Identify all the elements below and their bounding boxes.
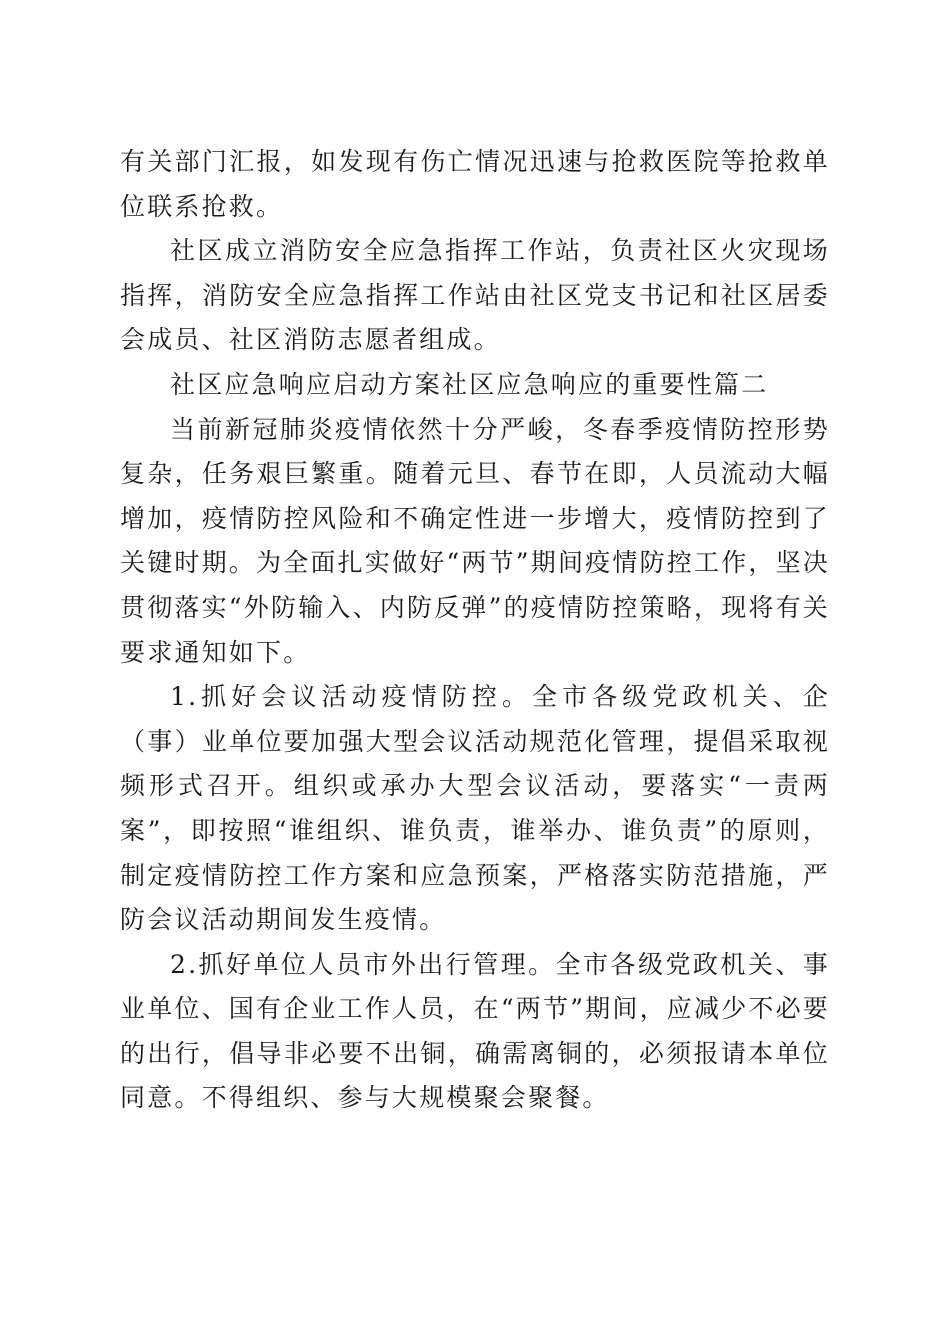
document-body [120,140,830,1121]
paragraph-continuation: 有关部门汇报，如发现有伤亡情况迅速与抢救医院等抢救单位联系抢救。 [120,147,830,221]
paragraph-epidemic-intro: 当前新冠肺炎疫情依然十分严峻，冬春季疫情防控形势复杂，任务艰巨繁重。随着元旦、春节在即，人员流动大幅增加，疫情防控风险和不确定性进一步增大，疫情防控到了关键时期。为全面扎实做好“两节”期间疫情防控工作，坚决贯彻落实“外防输入、内防反弹”的疫情防控策略，现将有关要求通知如下。 [120,414,830,667]
section-heading: 社区应急响应启动方案社区应急响应的重要性篇二 [170,369,769,399]
list-item-1: 1.抓好会议活动疫情防控。全市各级党政机关、企（事）业单位要加强大型会议活动规范化管理，提倡采取视频形式召开。组织或承办大型会议活动，要落实“一责两案”，即按照“谁组织、谁负责，谁举办、谁负责”的原则，制定疫情防控工作方案和应急预案，严格落实防范措施，严防会议活动期间发生疫情。 [120,682,830,935]
paragraph-command-station: 社区成立消防安全应急指挥工作站，负责社区火灾现场指挥，消防安全应急指挥工作站由社区党支书记和社区居委会成员、社区消防志愿者组成。 [120,236,830,355]
list-item-2: 2.抓好单位人员市外出行管理。全市各级党政机关、事业单位、国有企业工作人员，在“两节”期间，应减少不必要的出行，倡导非必要不出铜，确需离铜的，必须报请本单位同意。不得组织、参与大规模聚会聚餐。 [120,949,830,1113]
